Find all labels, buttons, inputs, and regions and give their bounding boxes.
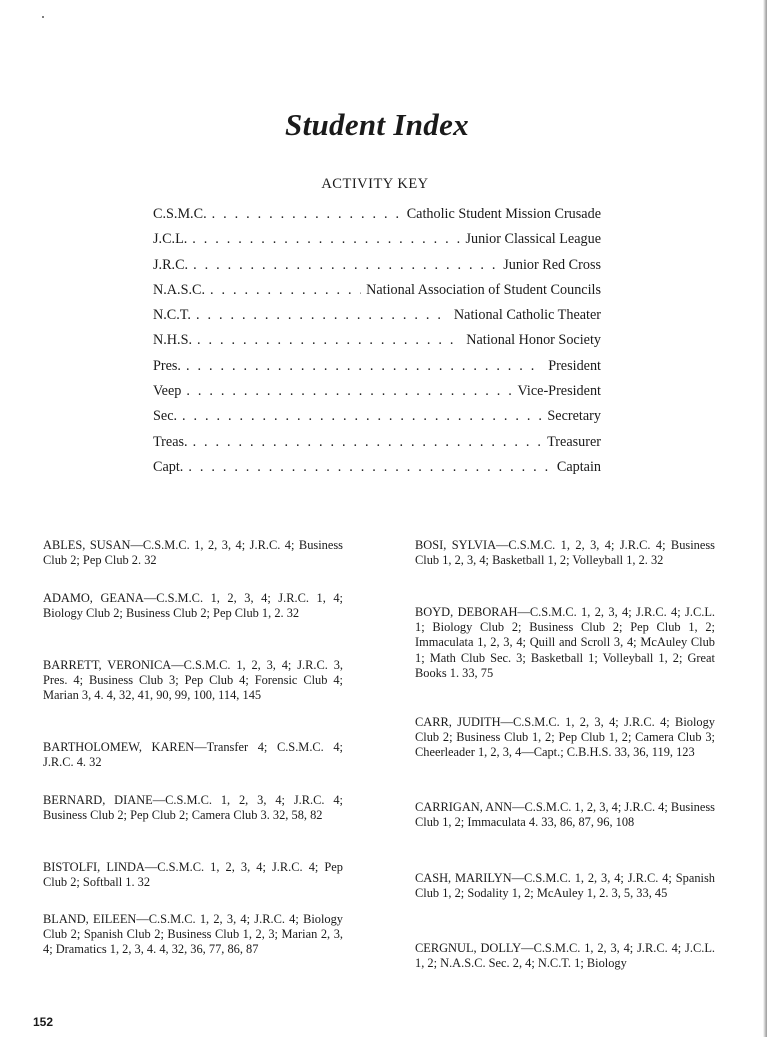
leader-dots (212, 206, 402, 223)
student-entry: BOSI, SYLVIA—C.S.M.C. 1, 2, 3, 4; J.R.C. 4; Business Club 1, 2, 3, 4; Basketball 1, 2; Volleyball 1, 2. 32 (415, 538, 715, 568)
leader-dots (193, 434, 543, 451)
key-row-jcl (153, 231, 601, 256)
leader-dots (197, 332, 461, 349)
key-row-nasc (153, 282, 601, 307)
key-abbr: Treas. (153, 433, 188, 450)
page-edge-shadow (763, 0, 767, 1037)
key-meaning: Catholic Student Mission Crusade (406, 206, 601, 222)
key-abbr: Sec. (153, 408, 178, 425)
leader-dots (196, 307, 449, 324)
key-abbr: C.S.M.C. (153, 206, 207, 222)
key-meaning: National Honor Society (466, 332, 601, 349)
key-abbr: Capt. (153, 458, 184, 475)
key-abbr: Pres. (153, 357, 181, 374)
key-row-veep (153, 383, 601, 408)
key-abbr: J.C.L. (153, 231, 188, 248)
key-row-csmc (153, 206, 601, 231)
student-entry: CERGNUL, DOLLY—C.S.M.C. 1, 2, 3, 4; J.R.C. 4; J.C.L. 1, 2; N.A.S.C. Sec. 2, 4; N.C.T. 1; Biology (415, 941, 715, 971)
key-meaning: Junior Classical League (465, 231, 601, 248)
key-abbr: Veep (153, 383, 182, 400)
key-row-treas (153, 434, 601, 459)
leader-dots (186, 358, 543, 375)
key-row-jrc (153, 257, 601, 282)
key-meaning: Vice-President (517, 383, 601, 400)
key-abbr: N.C.T. (153, 307, 191, 324)
student-entry: BARRETT, VERONICA—C.S.M.C. 1, 2, 3, 4; J.R.C. 3, Pres. 4; Business Club 3; Pep Club 4; Forensic Club 4; Marian 3, 4. 4, 32, 41, 90, 99, 100, 114, 145 (43, 658, 343, 703)
leader-dots (182, 408, 542, 425)
student-entry: BOYD, DEBORAH—C.S.M.C. 1, 2, 3, 4; J.R.C. 4; J.C.L. 1; Biology Club 2; Business Club 2; Pep Club 1, 2; Immaculata 1, 2, 3, 4; Quill and Scroll 3, 4; McAuley Club 1; Math Club Sec. 3; Basketball 1; Volleyball 1, 2; Great Books 1. 33, 75 (415, 605, 715, 680)
page-title: Student Index (285, 106, 469, 142)
key-meaning: Junior Red Cross (503, 256, 601, 273)
student-entry: CARRIGAN, ANN—C.S.M.C. 1, 2, 3, 4; J.R.C. 4; Business Club 1, 2; Immaculata 4. 33, 86, 87, 96, 108 (415, 800, 715, 830)
key-meaning: President (548, 357, 601, 374)
key-abbr: N.H.S. (153, 332, 193, 349)
key-meaning: Treasurer (547, 433, 601, 450)
key-abbr: N.A.S.C. (153, 281, 206, 298)
key-meaning: National Association of Student Councils (366, 281, 601, 298)
key-row-nhs (153, 332, 601, 357)
key-row-nct (153, 307, 601, 332)
student-entry: BERNARD, DIANE—C.S.M.C. 1, 2, 3, 4; J.R.C. 4; Business Club 2; Pep Club 2; Camera Club 3. 32, 58, 82 (43, 793, 343, 823)
page-speck (42, 16, 44, 18)
leader-dots (193, 257, 498, 274)
student-entry: CASH, MARILYN—C.S.M.C. 1, 2, 3, 4; J.R.C. 4; Spanish Club 1, 2; Sodality 1, 2; McAuley 1, 2. 3, 5, 33, 45 (415, 871, 715, 901)
key-abbr: J.R.C. (153, 256, 189, 273)
leader-dots (210, 282, 361, 299)
student-entry: ABLES, SUSAN—C.S.M.C. 1, 2, 3, 4; J.R.C. 4; Business Club 2; Pep Club 2. 32 (43, 538, 343, 568)
leader-dots (192, 231, 460, 248)
key-row-pres (153, 358, 601, 383)
activity-key-heading: ACTIVITY KEY (321, 176, 429, 192)
student-entry: BARTHOLOMEW, KAREN—Transfer 4; C.S.M.C. 4; J.R.C. 4. 32 (43, 740, 343, 770)
leader-dots (188, 459, 552, 476)
key-row-capt (153, 459, 601, 484)
student-entry: BLAND, EILEEN—C.S.M.C. 1, 2, 3, 4; J.R.C. 4; Biology Club 2; Spanish Club 2; Business Club 1, 2, 3; Marian 2, 3, 4; Dramatics 1, 2, 3, 4. 4, 32, 36, 77, 86, 87 (43, 912, 343, 957)
page-number: 152 (33, 1015, 54, 1029)
key-meaning: Captain (556, 458, 601, 475)
student-entry: CARR, JUDITH—C.S.M.C. 1, 2, 3, 4; J.R.C. 4; Biology Club 2; Business Club 1, 2; Pep Club 1, 2; Camera Club 3; Cheerleader 1, 2, 3, 4—Capt.; C.B.H.S. 33, 36, 119, 123 (415, 715, 715, 760)
leader-dots (186, 383, 512, 400)
key-meaning: Secretary (547, 408, 601, 425)
student-entry: ADAMO, GEANA—C.S.M.C. 1, 2, 3, 4; J.R.C. 1, 4; Biology Club 2; Business Club 2; Pep Club 1, 2. 32 (43, 591, 343, 621)
activity-key-list (153, 206, 601, 484)
student-entry: BISTOLFI, LINDA—C.S.M.C. 1, 2, 3, 4; J.R.C. 4; Pep Club 2; Softball 1. 32 (43, 860, 343, 890)
key-row-sec (153, 408, 601, 433)
key-meaning: National Catholic Theater (453, 307, 601, 324)
